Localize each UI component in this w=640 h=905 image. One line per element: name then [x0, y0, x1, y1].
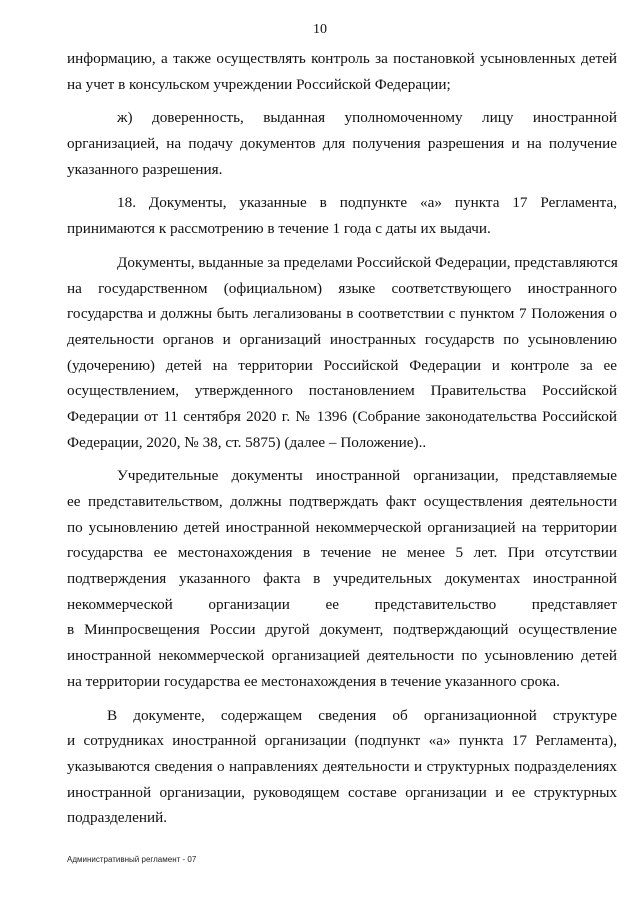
- text-line: деятельности органов и организаций иностранных государств по усыновлению: [67, 330, 617, 348]
- text-line: на государственном (официальном) языке соответствующего иностранного: [67, 279, 617, 297]
- text-line: на территории государства ее местонахождения в течение указанного срока.: [67, 672, 560, 690]
- text-line: Учредительные документы иностранной организации, представляемые: [117, 467, 617, 485]
- document-body: [67, 46, 617, 831]
- paragraph: [67, 250, 617, 456]
- text-line: государства ее местонахождения в течение не менее 5 лет. При отсутствии: [67, 544, 617, 562]
- text-line: принимаются к рассмотрению в течение 1 года с даты их выдачи.: [67, 220, 491, 238]
- text-line: (удочерению) детей на территории Российской Федерации и контроле за ее: [67, 356, 617, 374]
- footer-label: Административный регламент - 07: [67, 855, 197, 864]
- text-line: Федерации от 11 сентября 2020 г. № 1396 (Собрание законодательства Российской: [67, 407, 617, 425]
- text-line: подразделений.: [67, 809, 168, 827]
- text-line: Документы, выданные за пределами Российской Федерации, представляются: [117, 253, 618, 271]
- text-line: государства и должны быть легализованы в соответствии с пунктом 7 Положения о: [67, 305, 617, 323]
- text-line: указываются сведения о направлениях деятельности и структурных подразделениях: [67, 757, 617, 775]
- paragraph: [67, 105, 617, 182]
- text-line: указанного разрешения.: [67, 160, 223, 178]
- text-line: ее представительством, должны подтверждать факт осуществления деятельности: [67, 493, 617, 510]
- text-line: иностранной организации, руководящем составе организации и ее структурных: [67, 783, 617, 801]
- text-line: по усыновлению детей иностранной некоммерческой организацией на территории: [67, 518, 617, 536]
- text-line: на учет в консульском учреждении Российской Федерации;: [67, 75, 451, 93]
- text-line: В документе, содержащем сведения об организационной структуре: [107, 706, 617, 724]
- paragraph: [67, 463, 617, 694]
- text-line: Федерации, 2020, № 38, ст. 5875) (далее – Положение)..: [67, 433, 427, 451]
- text-line: подтверждения указанного факта в учредительных документах иностранной: [67, 570, 617, 588]
- text-line: ж) доверенность, выданная уполномоченному лицу иностранной: [117, 109, 617, 127]
- paragraph: [67, 46, 617, 97]
- text-line: некоммерческой организации ее представительство представляет: [67, 595, 617, 613]
- text-line: и сотрудниках иностранной организации (подпункт «а» пункта 17 Регламента),: [67, 732, 617, 750]
- text-line: в Минпросвещения России другой документ, подтверждающий осуществление: [67, 621, 617, 639]
- text-line: иностранной некоммерческой организацией деятельности по усыновлению детей: [67, 647, 617, 665]
- paragraph: [67, 703, 617, 831]
- text-line: информацию, а также осуществлять контроль за постановкой усыновленных детей: [67, 50, 617, 67]
- text-line: 18. Документы, указанные в подпункте «а» пункта 17 Регламента,: [117, 194, 617, 212]
- text-line: организацией, на подачу документов для получения разрешения и на получение: [67, 135, 617, 153]
- paragraph: [67, 190, 617, 241]
- text-line: осуществлением, утвержденного постановлением Правительства Российской: [67, 382, 617, 400]
- page-number: 10: [313, 22, 327, 37]
